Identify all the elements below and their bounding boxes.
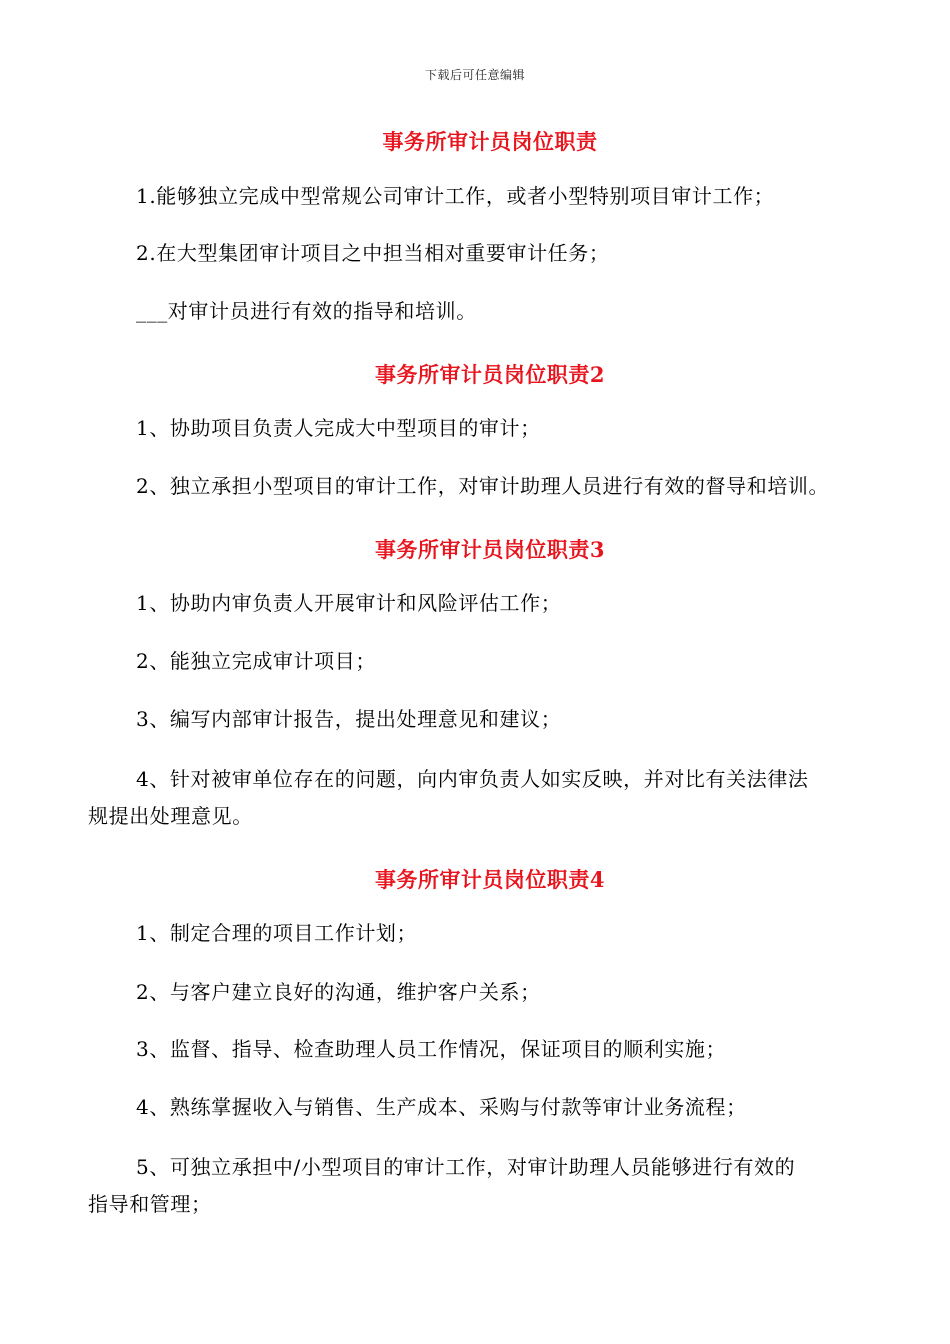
section-title-2: 事务所审计员岗位职责2 bbox=[374, 362, 606, 387]
section-3-item-4-continued: 规提出处理意见。 bbox=[88, 804, 253, 828]
section-2-item-2: 2、独立承担小型项目的审计工作，对审计助理人员进行有效的督导和培训。 bbox=[136, 474, 830, 498]
section-title-4: 事务所审计员岗位职责4 bbox=[374, 867, 606, 892]
section-3-item-3: 3、编写内部审计报告，提出处理意见和建议； bbox=[136, 707, 562, 731]
section-title-3: 事务所审计员岗位职责3 bbox=[374, 537, 606, 562]
section-1-item-2: 2.在大型集团审计项目之中担当相对重要审计任务； bbox=[136, 241, 610, 265]
section-4-item-5-continued: 指导和管理； bbox=[88, 1192, 212, 1216]
section-3-item-1: 1、协助内审负责人开展审计和风险评估工作； bbox=[136, 591, 562, 615]
section-title-1: 事务所审计员岗位职责 bbox=[382, 129, 598, 154]
section-4-item-4: 4、熟练掌握收入与销售、生产成本、采购与付款等审计业务流程； bbox=[136, 1095, 747, 1119]
section-4-item-2: 2、与客户建立良好的沟通，维护客户关系； bbox=[136, 980, 541, 1004]
section-3-item-2: 2、能独立完成审计项目； bbox=[136, 649, 376, 673]
section-2-item-1: 1、协助项目负责人完成大中型项目的审计； bbox=[136, 416, 541, 440]
section-3-item-4: 4、针对被审单位存在的问题，向内审负责人如实反映，并对比有关法律法 bbox=[136, 767, 809, 791]
section-4-item-3: 3、监督、指导、检查助理人员工作情况，保证项目的顺利实施； bbox=[136, 1037, 727, 1061]
section-1-item-1: 1.能够独立完成中型常规公司审计工作，或者小型特别项目审计工作； bbox=[136, 184, 775, 208]
section-4-item-1: 1、制定合理的项目工作计划； bbox=[136, 921, 418, 945]
section-1-item-3: ___对审计员进行有效的指导和培训。 bbox=[136, 299, 477, 323]
section-4-item-5: 5、可独立承担中/小型项目的审计工作，对审计助理人员能够进行有效的 bbox=[136, 1155, 796, 1179]
header-note: 下载后可任意编辑 bbox=[424, 68, 525, 82]
